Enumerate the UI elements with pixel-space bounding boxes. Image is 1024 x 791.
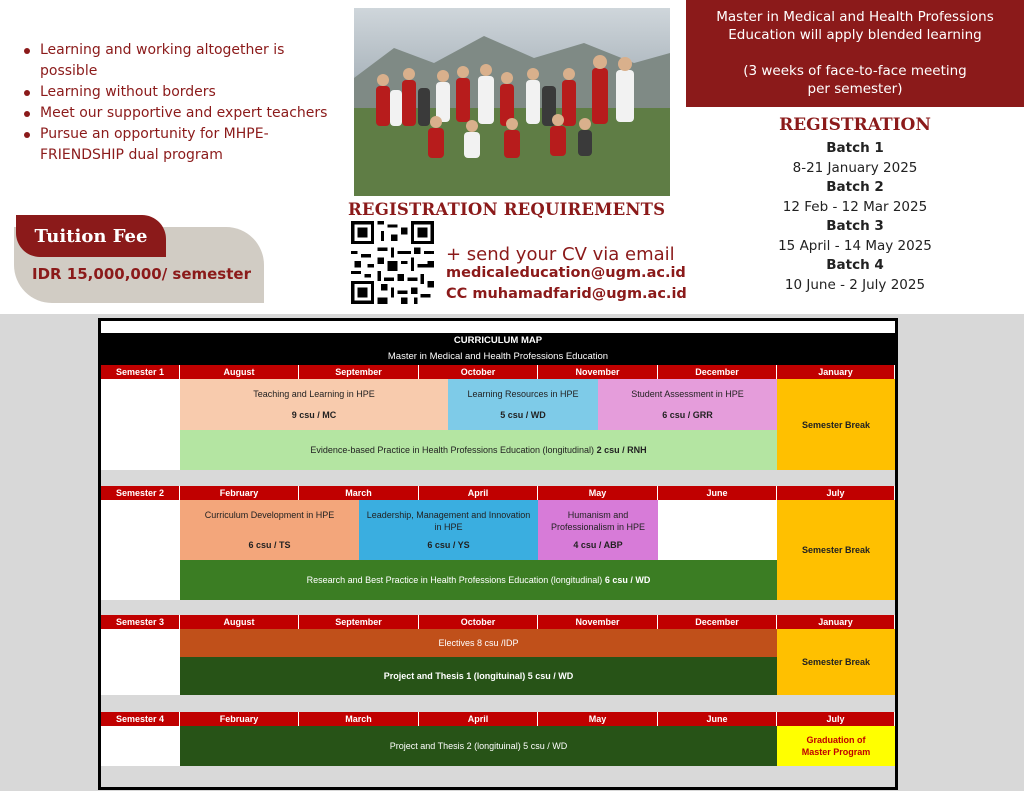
course-title: Research and Best Practice in Health Professions Education (longitudinal) bbox=[306, 575, 603, 585]
banner-line: per semester) bbox=[807, 81, 903, 97]
batch-dates: 8-21 January 2025 bbox=[792, 159, 918, 176]
course-title: Learning Resources in HPE bbox=[467, 389, 579, 399]
graduation-cell: Graduation of Master Program bbox=[777, 726, 895, 766]
semester-label: Semester 3 bbox=[101, 615, 180, 629]
list-item: Meet our supportive and expert teachers bbox=[22, 103, 332, 124]
batch-name: Batch 4 bbox=[826, 257, 884, 273]
month-header: September bbox=[299, 615, 419, 629]
course-research-best-practice bbox=[180, 560, 777, 600]
list-item: Pursue an opportunity for MHPE-FRIENDSHIP dual program bbox=[22, 124, 332, 166]
batch-list bbox=[686, 139, 1024, 295]
month-header: September bbox=[299, 365, 419, 379]
semester-label: Semester 4 bbox=[101, 712, 180, 726]
benefits-list bbox=[22, 40, 332, 166]
batch-name: Batch 1 bbox=[826, 140, 884, 156]
curriculum-title: CURRICULUM MAP bbox=[101, 333, 895, 349]
requirements-title: REGISTRATION REQUIREMENTS bbox=[348, 200, 666, 219]
course-project-thesis-1: Project and Thesis 1 (longituinal) 5 csu / WD bbox=[180, 657, 777, 695]
course-credit: 2 csu / RNH bbox=[596, 445, 647, 455]
course-credit: 6 csu / WD bbox=[604, 575, 651, 585]
course-credit: 9 csu / MC bbox=[291, 410, 337, 420]
banner-line: (3 weeks of face-to-face meeting bbox=[743, 63, 967, 79]
course-project-thesis-2: Project and Thesis 2 (longituinal) 5 csu / WD bbox=[180, 726, 777, 766]
course-evidence-based-practice bbox=[180, 430, 777, 470]
semester-label: Semester 1 bbox=[101, 365, 180, 379]
banner-line: Education will apply blended learning bbox=[728, 27, 982, 43]
course-credit: 5 csu / WD bbox=[500, 410, 546, 420]
tuition-fee-card bbox=[14, 215, 264, 305]
month-header: March bbox=[299, 712, 419, 726]
cc-email-link[interactable]: CC muhamadfarid@ugm.ac.id bbox=[446, 286, 687, 302]
course-credit: 4 csu / ABP bbox=[573, 540, 623, 550]
batch-dates: 15 April - 14 May 2025 bbox=[778, 237, 932, 254]
group-photo bbox=[354, 8, 670, 196]
banner-line: Master in Medical and Health Professions bbox=[716, 9, 994, 25]
month-header: April bbox=[419, 712, 538, 726]
course-credit: 6 csu / GRR bbox=[662, 410, 713, 420]
batch-name: Batch 2 bbox=[826, 179, 884, 195]
curriculum-subtitle: Master in Medical and Health Professions Education bbox=[101, 349, 895, 365]
month-header: July bbox=[777, 712, 895, 726]
course-leadership-management bbox=[359, 500, 538, 560]
batch-dates: 10 June - 2 July 2025 bbox=[784, 276, 926, 293]
row-spacer bbox=[101, 470, 895, 486]
course-student-assessment bbox=[598, 379, 777, 430]
semester-break: Semester Break bbox=[777, 500, 895, 600]
month-header: January bbox=[777, 615, 895, 629]
month-header: August bbox=[180, 615, 299, 629]
month-header: July bbox=[777, 486, 895, 500]
row-spacer bbox=[101, 695, 895, 712]
tuition-title: Tuition Fee bbox=[16, 215, 166, 257]
month-header: November bbox=[538, 615, 658, 629]
batch-name: Batch 3 bbox=[826, 218, 884, 234]
semester-break: Semester Break bbox=[777, 379, 895, 470]
course-credit: 6 csu / TS bbox=[248, 540, 291, 550]
batch-dates: 12 Feb - 12 Mar 2025 bbox=[782, 198, 928, 215]
month-header: January bbox=[777, 365, 895, 379]
row-spacer bbox=[101, 766, 895, 787]
row-spacer bbox=[101, 600, 895, 615]
month-header: October bbox=[419, 615, 538, 629]
qr-code-icon[interactable] bbox=[351, 221, 434, 304]
course-title: Teaching and Learning in HPE bbox=[253, 389, 375, 399]
list-item: Learning without borders bbox=[22, 82, 332, 103]
registration-title: REGISTRATION bbox=[779, 115, 931, 135]
month-header: May bbox=[538, 712, 658, 726]
month-header: May bbox=[538, 486, 658, 500]
tuition-price: IDR 15,000,000/ semester bbox=[32, 265, 251, 283]
contact-email-link[interactable]: medicaleducation@ugm.ac.id bbox=[446, 265, 686, 281]
semester-label: Semester 2 bbox=[101, 486, 180, 500]
course-title: Leadership, Management and Innovation in HPE bbox=[366, 510, 531, 532]
semester-break: Semester Break bbox=[777, 629, 895, 695]
month-header: August bbox=[180, 365, 299, 379]
course-humanism-professionalism bbox=[538, 500, 658, 560]
course-title: Student Assessment in HPE bbox=[631, 389, 744, 399]
month-header: April bbox=[419, 486, 538, 500]
month-header: October bbox=[419, 365, 538, 379]
month-header: February bbox=[180, 486, 299, 500]
course-curriculum-development bbox=[180, 500, 359, 560]
month-header: February bbox=[180, 712, 299, 726]
month-header: November bbox=[538, 365, 658, 379]
course-learning-resources bbox=[448, 379, 598, 430]
month-header: June bbox=[658, 486, 777, 500]
course-title: Evidence-based Practice in Health Professions Education (longitudinal) bbox=[310, 445, 595, 455]
list-item: Learning and working altogether is possible bbox=[22, 40, 332, 82]
blended-learning-banner bbox=[686, 0, 1024, 107]
course-title: Curriculum Development in HPE bbox=[204, 510, 335, 520]
course-electives: Electives 8 csu /IDP bbox=[180, 629, 777, 657]
month-header: June bbox=[658, 712, 777, 726]
course-teaching-learning bbox=[180, 379, 448, 430]
cv-instruction: + send your CV via email bbox=[446, 244, 675, 265]
course-credit: 6 csu / YS bbox=[427, 540, 470, 550]
curriculum-map bbox=[98, 318, 898, 790]
month-header: December bbox=[658, 365, 777, 379]
group-photo-illustration bbox=[354, 8, 670, 196]
course-title: Humanism and Professionalism in HPE bbox=[550, 510, 646, 532]
month-header: March bbox=[299, 486, 419, 500]
month-header: December bbox=[658, 615, 777, 629]
